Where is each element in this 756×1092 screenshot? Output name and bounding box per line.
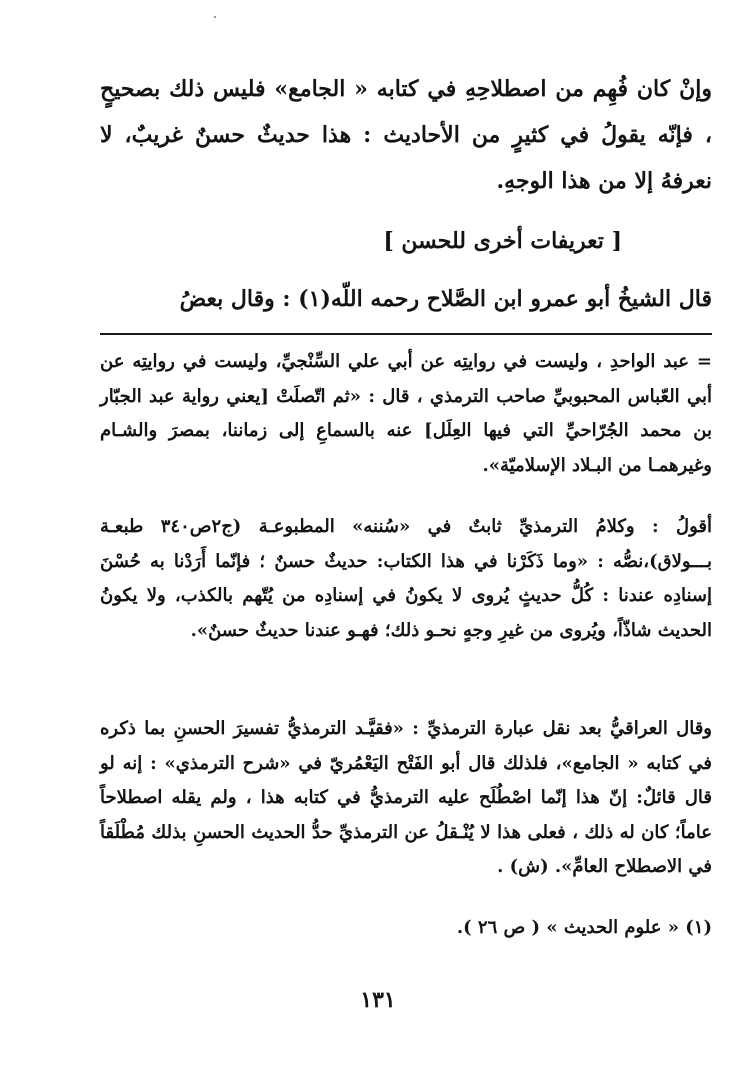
footnote-paragraph: وقال العراقيُّ بعد نقل عبارة الترمذيِّ : «فقيَّـد الترمذيُّ تفسيرَ الحسنِ بما ذكره في كتابه « الجامع»، فلذلك قال أبو الفَتْح اليَعْمُريّ في «شرح الترمذي» : إنه لو قال قائلٌ: إنّ هذا إنّما اصْطُلَح عليه الترمذيُّ في كتابه هذا ، ولم يقله اصطلاحاً عاماً؛ كان له ذلك ، فعلى هذا لا يُنْـقلُ عن الترمذيِّ حدُّ الحديث الحسنِ بذلك مُطْلَقاً في الاصطلاح العامِّ». (ش) . bbox=[100, 718, 712, 877]
footnote-paragraph: = عبد الواحدِ ، وليست في روايتِه عن أبي علي السِّنْجيِّ، وليست في روايتِه عن أبي العّباس المحبوبيِّ صاحب الترمذي ، قال : «ثم اتّصلَتْ [يعني رواية عبد الجبّار بن محمد الجُرّاحيِّ التي فيها العِلَل] عنه بالسماعِ إلى زماننا، بمصرَ والشـام وغيرهمـا من البـلاد الإسلاميّة». bbox=[100, 351, 712, 476]
footnote-continuation bbox=[100, 345, 712, 483]
page-number: ١٣١ bbox=[360, 987, 396, 1013]
main-paragraph: قال الشيخُ أبو عمرو ابن الصَّلاح رحمه اللّه(١) : وقال بعضُ bbox=[179, 286, 712, 312]
main-text-block-2 bbox=[100, 276, 712, 322]
main-text-block bbox=[100, 66, 712, 204]
footnote-commentary-aqulu bbox=[100, 510, 712, 648]
scan-speck bbox=[214, 16, 216, 18]
footnote-paragraph: أقولُ : وكلامُ الترمذيِّ ثابتٌ في «سُننه» المطبوعـة (ج٢ص٣٤٠ طبعـة بـــولاق)،نصُّه : «وما ذَكَرْنا في هذا الكتاب: حديثٌ حسنٌ ؛ فإنّما أَرَدْنا به حُسْنَ إسنادِه عندنا : كُلُّ حديثٍ يُروى لا يكونُ في إسنادِه من يُتّهم بالكذب، ولا يكونُ الحديث شاذّاً، ويُروى من غيرِ وجهٍ نحـو ذلك؛ فهـو عندنا حديثٌ حسنٌ». bbox=[100, 516, 712, 641]
footnote-reference bbox=[100, 911, 712, 946]
section-heading: [ تعريفات أخرى للحسن ] bbox=[383, 228, 622, 254]
footnote-paragraph: (١) « علوم الحديث » ( ص ٢٦ ). bbox=[456, 917, 712, 938]
footnote-commentary-iraqi bbox=[100, 712, 712, 885]
footnote-divider bbox=[100, 333, 712, 335]
main-paragraph: وإنْ كان فُهِم من اصطلاحِهِ في كتابه « الجامع» فليس ذلك بصحيحٍ ، فإنّه يقولُ في كثيرٍ من الأحاديث : هذا حديثٌ حسنٌ غريبٌ، لا نعرفهُ إلا من هذا الوجهِ. bbox=[100, 76, 712, 194]
